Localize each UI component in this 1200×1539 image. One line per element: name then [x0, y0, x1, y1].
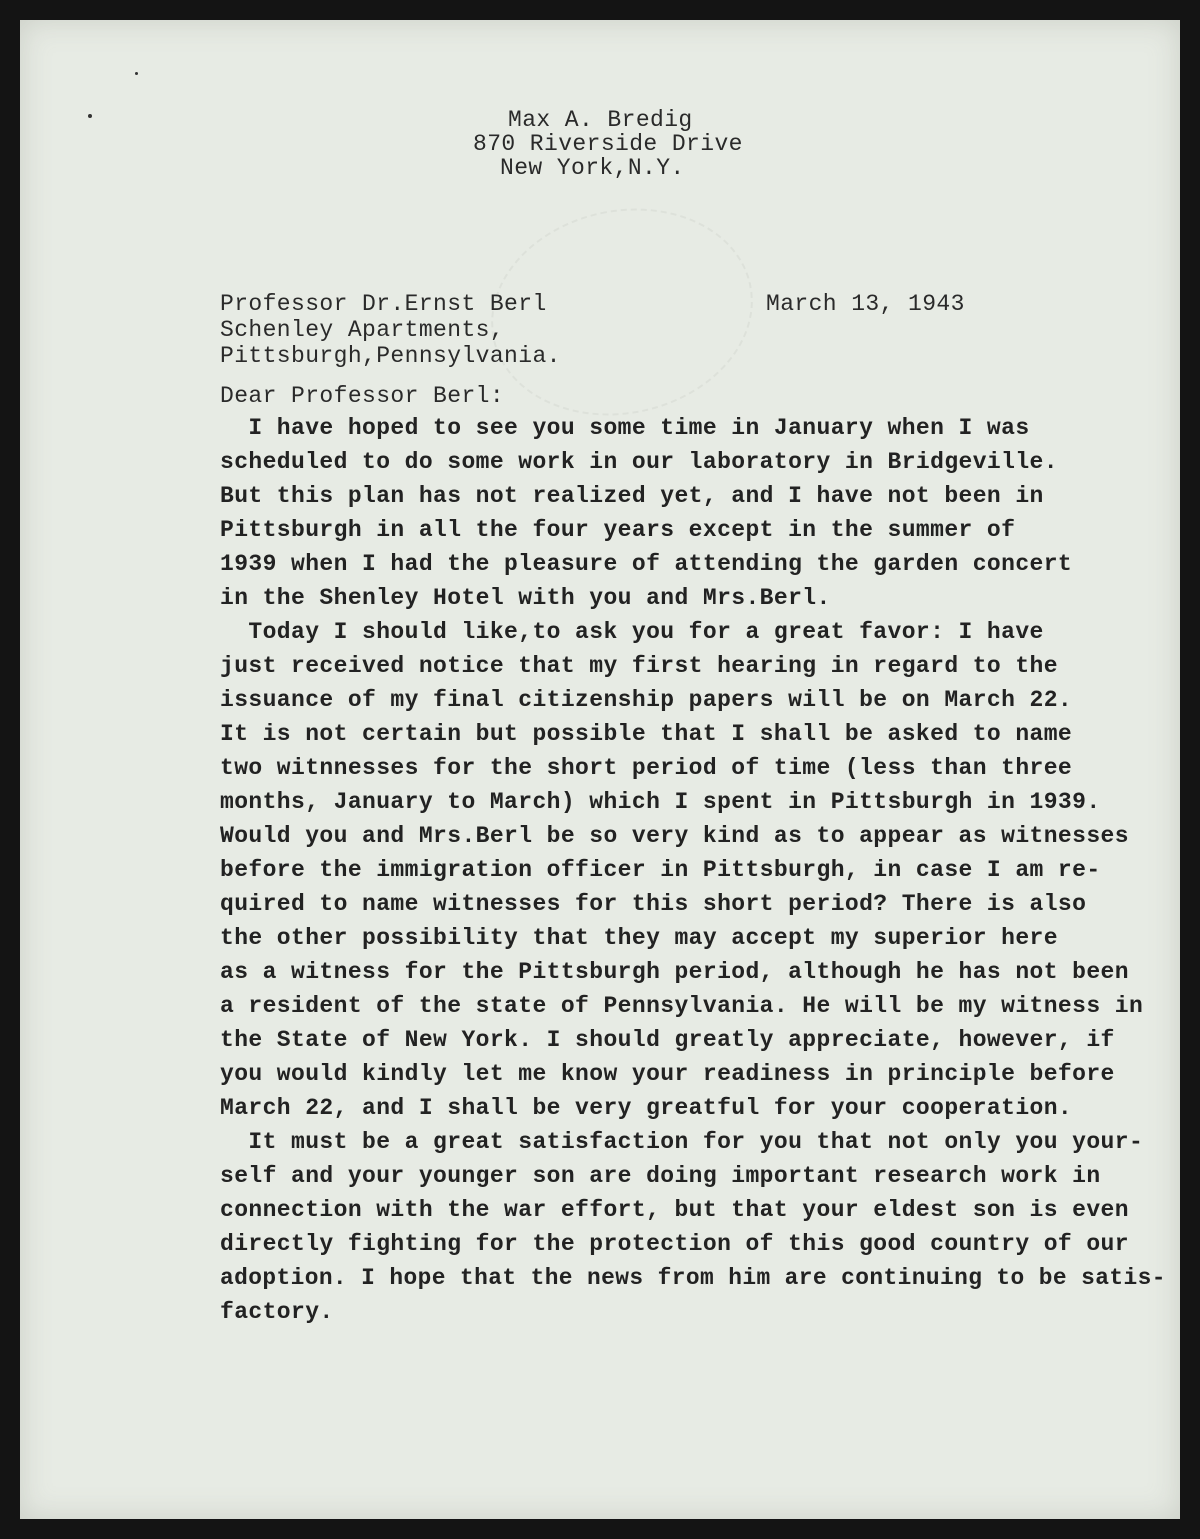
letter-page — [20, 20, 1180, 1519]
body-line: issuance of my final citizenship papers will be on March 22. — [220, 687, 1073, 713]
body-line: It is not certain but possible that I shall be asked to name — [220, 721, 1073, 747]
sender-city: New York,N.Y. — [500, 155, 685, 181]
recipient-city: Pittsburgh,Pennsylvania. — [220, 343, 561, 369]
sender-street: 870 Riverside Drive — [473, 131, 743, 157]
body-line: two witnnesses for the short period of time (less than three — [220, 755, 1073, 781]
sender-name: Max A. Bredig — [508, 107, 693, 133]
body-line: you would kindly let me know your readiness in principle before — [220, 1061, 1115, 1087]
body-line: March 22, and I shall be very greatful for your cooperation. — [220, 1095, 1073, 1121]
paper-speck — [88, 114, 92, 118]
body-line: Would you and Mrs.Berl be so very kind as to appear as witnesses — [220, 823, 1129, 849]
body-line: in the Shenley Hotel with you and Mrs.Berl. — [220, 585, 831, 611]
letter-date: March 13, 1943 — [766, 291, 965, 317]
recipient-building: Schenley Apartments, — [220, 317, 505, 343]
body-line: the other possibility that they may accept my superior here — [220, 925, 1058, 951]
body-line: scheduled to do some work in our laboratory in Bridgeville. — [220, 449, 1058, 475]
body-line: 1939 when I had the pleasure of attending the garden concert — [220, 551, 1073, 577]
body-line: self and your younger son are doing important research work in — [220, 1163, 1101, 1189]
body-line: months, January to March) which I spent in Pittsburgh in 1939. — [220, 789, 1101, 815]
recipient-name: Professor Dr.Ernst Berl — [220, 291, 547, 317]
salutation: Dear Professor Berl: — [220, 383, 505, 409]
paper-speck — [135, 72, 138, 75]
body-line: adoption. I hope that the news from him are continuing to be satis- — [220, 1265, 1166, 1291]
body-line: as a witness for the Pittsburgh period, although he has not been — [220, 959, 1129, 985]
body-line: just received notice that my first hearing in regard to the — [220, 653, 1058, 679]
body-line: before the immigration officer in Pittsburgh, in case I am re- — [220, 857, 1101, 883]
body-line: factory. — [220, 1299, 334, 1325]
body-line: I have hoped to see you some time in January when I was — [220, 415, 1030, 441]
body-line: directly fighting for the protection of this good country of our — [220, 1231, 1129, 1257]
body-line: the State of New York. I should greatly appreciate, however, if — [220, 1027, 1115, 1053]
body-line: But this plan has not realized yet, and I have not been in — [220, 483, 1044, 509]
body-line: connection with the war effort, but that your eldest son is even — [220, 1197, 1129, 1223]
body-line: a resident of the state of Pennsylvania. He will be my witness in — [220, 993, 1144, 1019]
body-line: quired to name witnesses for this short period? There is also — [220, 891, 1087, 917]
body-line: Pittsburgh in all the four years except in the summer of — [220, 517, 1016, 543]
body-line: Today I should like,to ask you for a great favor: I have — [220, 619, 1044, 645]
body-line: It must be a great satisfaction for you that not only you your- — [220, 1129, 1144, 1155]
